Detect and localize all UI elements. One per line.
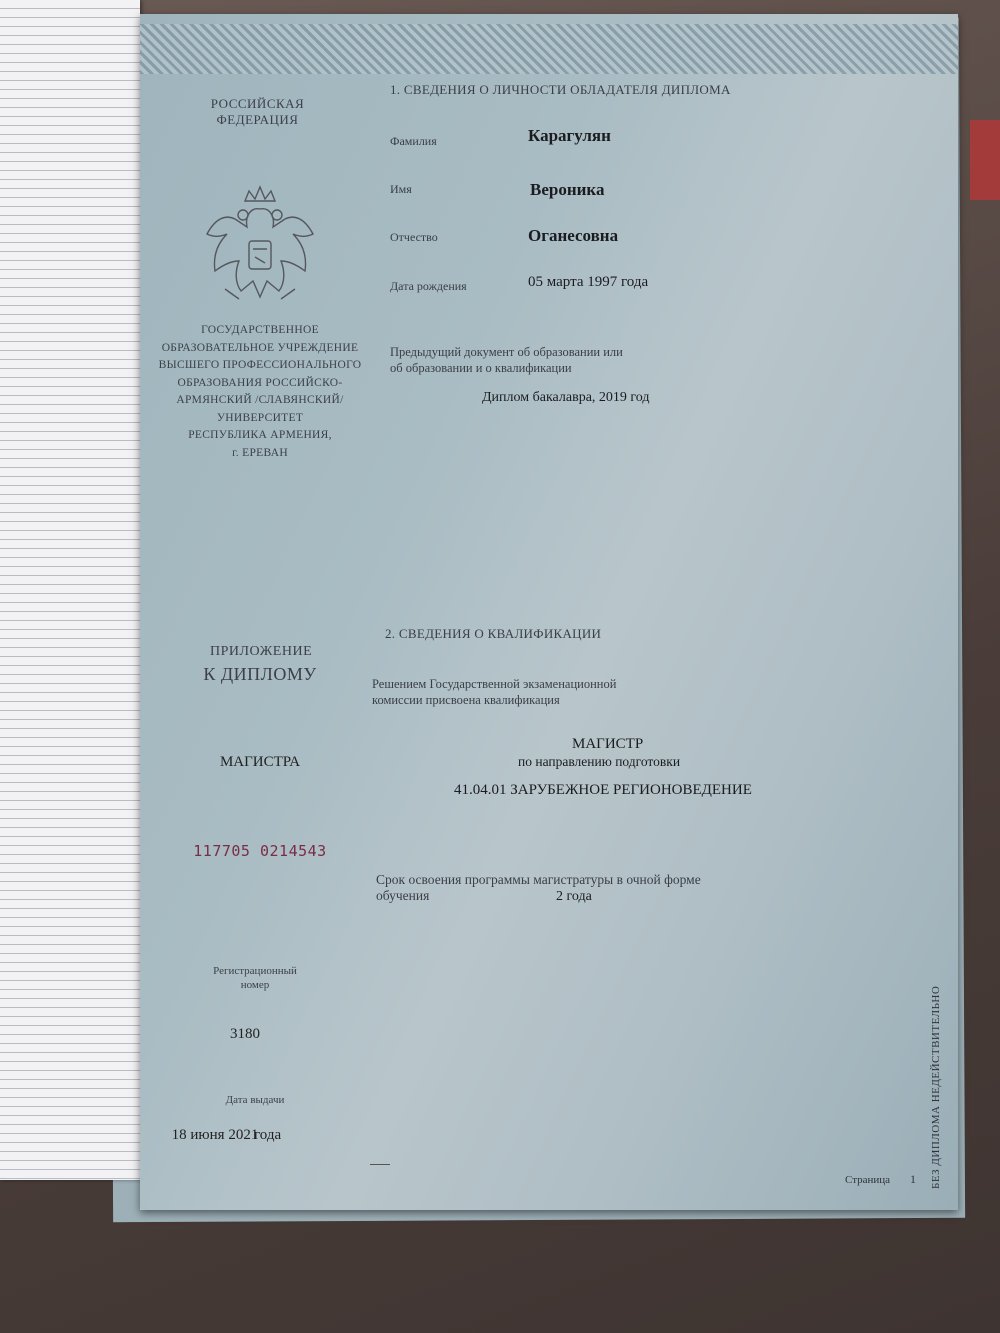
univ-line: ВЫСШЕГО ПРОФЕССИОНАЛЬНОГО: [158, 359, 362, 371]
university-name: [140, 322, 380, 462]
term-text: [376, 872, 701, 904]
to-diploma-title: К ДИПЛОМУ: [203, 664, 317, 684]
direction-text: по направлению подготовки: [518, 754, 681, 769]
univ-line: РЕСПУБЛИКА АРМЕНИЯ,: [188, 429, 332, 441]
prev-doc-line2: об образовании и о квалификации: [390, 361, 572, 375]
section2-title: 2. СВЕДЕНИЯ О КВАЛИФИКАЦИИ: [385, 626, 602, 641]
appendix-title: ПРИЛОЖЕНИЕ: [210, 644, 313, 659]
red-object: [970, 120, 1000, 200]
dob-label: Дата рождения: [390, 279, 467, 293]
dob-value: 05 марта 1997 года: [528, 274, 649, 290]
prev-doc-line1: Предыдущий документ об образовании или: [390, 345, 623, 359]
registration-number: 3180: [230, 1026, 260, 1042]
divider-dash: [370, 1164, 390, 1165]
patronymic-label: Отчество: [390, 230, 438, 244]
country-line1: РОССИЙСКАЯ: [210, 96, 305, 111]
program-value: 41.04.01 ЗАРУБЕЖНОЕ РЕГИОНОВЕДЕНИЕ: [454, 782, 752, 798]
section1-title: 1. СВЕДЕНИЯ О ЛИЧНОСТИ ОБЛАДАТЕЛЯ ДИПЛОМА: [390, 82, 731, 97]
term-line1: Срок освоения программы магистратуры в очной форме: [376, 872, 701, 887]
country-line2: ФЕДЕРАЦИЯ: [216, 112, 299, 127]
diploma-supplement-sheet: [140, 14, 958, 1210]
patronymic-value: Оганесовна: [528, 226, 619, 245]
name-label: Имя: [390, 182, 412, 196]
serial-number: 117705 0214543: [193, 842, 327, 860]
univ-line: УНИВЕРСИТЕТ: [216, 411, 304, 424]
prev-doc-label: [390, 344, 623, 376]
registration-label: [195, 964, 315, 992]
univ-line: ОБРАЗОВАТЕЛЬНОЕ УЧРЕЖДЕНИЕ: [161, 341, 359, 354]
univ-line: ОБРАЗОВАНИЯ РОССИЙСКО-: [177, 376, 343, 389]
prev-doc-value: Диплом бакалавра, 2019 год: [482, 390, 650, 405]
reg-label-line2: номер: [240, 979, 270, 991]
russian-coat-of-arms-icon: [195, 179, 325, 317]
decision-line1: Решением Государственной экзаменационной: [372, 677, 617, 691]
security-band: [140, 24, 958, 74]
surname-label: Фамилия: [390, 134, 437, 148]
decision-line2: комиссии присвоена квалификация: [372, 693, 560, 707]
surname-value: Карагулян: [528, 126, 611, 145]
decision-text: [372, 676, 616, 708]
term-line2: обучения: [376, 888, 430, 903]
country-name: [195, 96, 320, 128]
issue-date-suffix: года: [254, 1127, 282, 1143]
qualification-value: МАГИСТР: [572, 736, 644, 752]
reg-label-line1: Регистрационный: [213, 965, 297, 977]
univ-line: г. ЕРЕВАН: [232, 446, 288, 459]
lined-notebook-page: [0, 0, 140, 1180]
name-value: Вероника: [530, 180, 605, 199]
univ-line: АРМЯНСКИЙ /СЛАВЯНСКИЙ/: [176, 394, 344, 406]
issue-date: 18 июня 2021: [171, 1127, 259, 1143]
issue-date-label: Дата выдачи: [225, 1094, 285, 1106]
term-value: 2 года: [556, 889, 592, 904]
univ-line: ГОСУДАРСТВЕННОЕ: [201, 324, 319, 336]
degree-level: МАГИСТРА: [219, 754, 301, 770]
page-number: 1: [910, 1172, 916, 1186]
page-label: Страница: [845, 1174, 891, 1186]
vertical-note: БЕЗ ДИПЛОМА НЕДЕЙСТВИТЕЛЬНО: [930, 985, 942, 1189]
